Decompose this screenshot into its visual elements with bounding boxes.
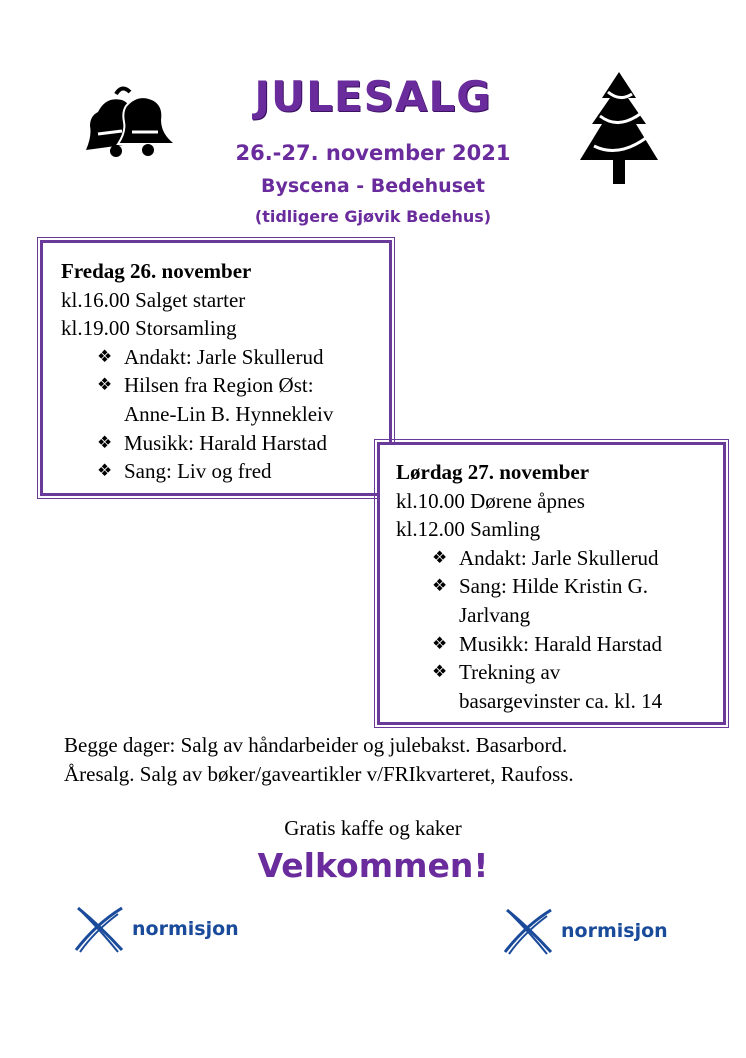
normisjon-x-icon bbox=[501, 906, 557, 956]
list-item: ❖ Sang: Hilde Kristin G. Jarlvang bbox=[432, 574, 648, 627]
logo-text: normisjon bbox=[561, 920, 668, 942]
list-item: ❖ Sang: Liv og fred bbox=[97, 457, 389, 486]
bullet-icon: ❖ bbox=[432, 662, 448, 682]
friday-items bbox=[61, 343, 389, 486]
logo-text: normisjon bbox=[132, 918, 239, 940]
saturday-items bbox=[396, 544, 723, 716]
list-item: ❖ Hilsen fra Region Øst: Anne-Lin B. Hynnekleiv bbox=[97, 373, 334, 426]
normisjon-logo-left bbox=[72, 904, 239, 954]
friday-line: kl.16.00 Salget starter bbox=[61, 287, 246, 312]
friday-program bbox=[40, 240, 392, 496]
bullet-icon: ❖ bbox=[432, 547, 448, 567]
normisjon-x-icon bbox=[72, 904, 128, 954]
bullet-icon: ❖ bbox=[97, 432, 113, 452]
friday-heading: Fredag 26. november bbox=[61, 259, 252, 283]
list-item: ❖ Andakt: Jarle Skullerud bbox=[432, 544, 723, 573]
saturday-program bbox=[377, 442, 726, 725]
welcome-text: Velkommen! bbox=[257, 846, 489, 885]
list-item: ❖ Musikk: Harald Harstad bbox=[432, 630, 723, 659]
list-item: ❖ Musikk: Harald Harstad bbox=[97, 429, 389, 458]
list-item: ❖ Trekning av basargevinster ca. kl. 14 bbox=[432, 660, 663, 713]
event-venue: Byscena - Bedehuset bbox=[261, 175, 485, 197]
bullet-icon: ❖ bbox=[432, 633, 448, 653]
saturday-heading: Lørdag 27. november bbox=[396, 460, 590, 484]
event-dates: 26.-27. november 2021 bbox=[235, 141, 511, 165]
list-item: ❖ Andakt: Jarle Skullerud bbox=[97, 343, 389, 372]
normisjon-logo-right bbox=[501, 906, 668, 956]
bullet-icon: ❖ bbox=[97, 375, 113, 395]
bullet-icon: ❖ bbox=[432, 576, 448, 596]
page-title: JULESALG bbox=[254, 72, 492, 121]
saturday-line: kl.12.00 Samling bbox=[396, 517, 541, 542]
venue-note: (tidligere Gjøvik Bedehus) bbox=[254, 207, 492, 226]
free-coffee-note: Gratis kaffe og kaker bbox=[284, 816, 462, 840]
info-line: Begge dager: Salg av håndarbeider og julebakst. Basarbord. bbox=[64, 733, 568, 757]
bullet-icon: ❖ bbox=[97, 346, 113, 366]
bullet-icon: ❖ bbox=[97, 461, 113, 481]
info-text bbox=[64, 731, 724, 789]
saturday-line: kl.10.00 Dørene åpnes bbox=[396, 488, 585, 513]
friday-line: kl.19.00 Storsamling bbox=[61, 316, 237, 341]
info-line: Åresalg. Salg av bøker/gaveartikler v/FRIkvarteret, Raufoss. bbox=[64, 762, 574, 786]
